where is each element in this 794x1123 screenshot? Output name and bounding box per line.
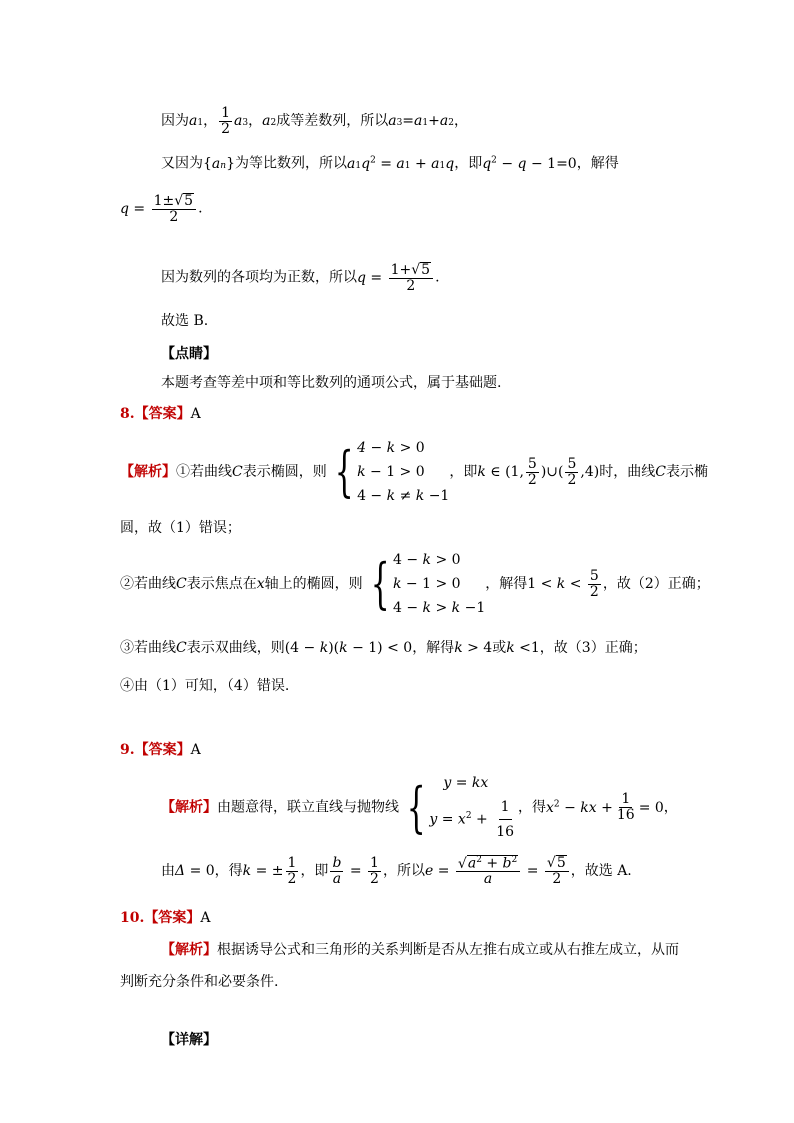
q9-solution-line-2 [161, 848, 632, 894]
text: ，得 [214, 863, 243, 879]
formula-hyperbola-cond: (4 − k)(k − 1) < 0 [284, 640, 413, 656]
formula-q-roots: q = 1±√ 5 2 [120, 201, 198, 217]
formula-k-interval: 1 < k < $\frac{5}{2}$ [527, 567, 599, 600]
text: ，解得 [485, 576, 528, 592]
p7-line-4: 因为数列的各项均为正数，所以q = 1+√ 5 2 . [161, 262, 440, 294]
dianjing-text: 本题考查等差中项和等比数列的通项公式，属于基础题. [161, 375, 502, 391]
q8-solution-line-4 [120, 638, 647, 658]
formula-C: C [232, 464, 243, 480]
formula-a3: a3 [234, 113, 249, 130]
answer-value: A [190, 742, 201, 758]
q8-solution-line-5: ④由（1）可知，（4）错误. [120, 678, 290, 694]
text: ，即 [454, 155, 483, 172]
text: 时，曲线 [599, 464, 656, 480]
q9-solution-line-1: 【解析】由题意得，联立直线与抛物线 { y = kx $y = x^2$ + $\frac{1}{16}$ ，得$x^2$ − kx + $\frac{1}{16}$ = 0， [161, 768, 678, 844]
q10-answer-line [120, 908, 210, 928]
jiexi-tag: 【解析】 [120, 464, 176, 480]
text: ，得 [518, 799, 547, 816]
formula-half: $\frac{1}{2}$ [221, 105, 231, 137]
formula-C: C [176, 640, 187, 656]
formula-x: x [256, 576, 265, 592]
text: 又因为 [161, 155, 203, 172]
formula-C: C [176, 576, 187, 592]
q8-solution-line-3 [120, 548, 710, 620]
formula-k-value: k = ± $\frac{1}{2}$ [242, 854, 297, 887]
q10-solution-line-2: 判断充分条件和必要条件. [120, 974, 279, 990]
formula-eliminated: $x^2$ − kx + $\frac{1}{16}$ = 0 [546, 791, 664, 824]
q10-number: 10. [120, 910, 145, 926]
text: ①若曲线 [176, 464, 232, 480]
formula-k-gt4: k > 4 [454, 640, 493, 656]
text: 因为 [161, 113, 189, 130]
formula-system-ellipse: { 4 − k > 0 k − 1 > 0 4 − k ≠ k −1 [334, 440, 450, 504]
answer-tag: 【答案】 [134, 742, 191, 758]
text: ，解得 [412, 640, 455, 656]
text: 表示焦点在 [186, 576, 257, 592]
text: 由 [161, 863, 175, 879]
text: 成等差数列，所以 [276, 113, 389, 130]
q10-solution-line-1 [161, 940, 679, 960]
formula-system-line-parabola: { y = kx $y = x^2$ + $\frac{1}{16}$ [406, 775, 515, 841]
answer-value: A [190, 406, 201, 422]
q9-answer-line [120, 740, 201, 760]
jiexi-tag: 【解析】 [161, 799, 217, 816]
text: 因为数列的各项均为正数，所以 [161, 269, 357, 286]
text: ，解得 [576, 155, 619, 172]
text: ③若曲线 [120, 640, 176, 656]
formula-a3-sum: a3=a1+a2 [388, 113, 454, 130]
q8-solution-line-2: 圆，故（1）错误； [120, 520, 241, 536]
formula-k-lt1: k <1 [506, 640, 540, 656]
q8-number: 8. [120, 406, 135, 422]
xiangjie-heading: 【详解】 [161, 1032, 217, 1048]
answer-tag: 【答案】 [134, 406, 191, 422]
p7-line-1: 因为a1， $\frac{1}{2}$ a3，a2成等差数列，所以a3=a1+a2， [161, 105, 468, 137]
text: ，即 [449, 464, 478, 480]
text: ，即 [300, 863, 329, 879]
q8-answer-line [120, 404, 201, 424]
q9-number: 9. [120, 742, 135, 758]
p7-line-3: q = 1±√ 5 2 . [120, 193, 203, 225]
formula-a1: a1 [189, 113, 204, 130]
p7-line-2 [161, 150, 619, 176]
text: 表示椭 [665, 464, 708, 480]
formula-an: {an} [203, 155, 235, 172]
formula-system-x-ellipse: { 4 − k > 0 k − 1 > 0 4 − k > k −1 [370, 552, 486, 616]
formula-equation: $a1q^2 = a1 + a1q$ [347, 155, 455, 172]
text: ，故选 A. [570, 863, 632, 879]
formula-q-positive: q = 1+√ 5 2 [357, 270, 435, 286]
jiexi-tag: 【解析】 [161, 942, 217, 958]
answer-tag: 【答案】 [144, 910, 201, 926]
formula-a2: a2 [262, 113, 277, 130]
text: ②若曲线 [120, 576, 176, 592]
answer-value: A [200, 910, 211, 926]
text: ，所以 [382, 863, 425, 879]
text: 为等比数列，所以 [235, 155, 347, 172]
text: ，故（2）正确； [602, 576, 710, 592]
formula-k-range: k ∈ (1, $\frac{5}{2}$ )∪( $\frac{5}{2}$ ,4) [477, 455, 600, 488]
text: 轴上的椭圆，则 [264, 576, 363, 592]
formula-C: C [655, 464, 666, 480]
text: 表示双曲线，则 [186, 640, 285, 656]
text: 或 [492, 640, 507, 656]
text: 由题意得，联立直线与抛物线 [217, 799, 399, 816]
formula-delta: Δ = 0 [175, 863, 215, 879]
text: 表示椭圆，则 [242, 464, 327, 480]
text: ，故（3）正确； [539, 640, 647, 656]
formula-quadratic: $q^2 - q - 1=0$ [482, 155, 577, 172]
text: 根据诱导公式和三角形的关系判断是否从左推右成立或从右推左成立，从而 [217, 942, 679, 958]
formula-b-over-a: $\frac{b}{a}$ = $\frac{1}{2}$ [332, 854, 379, 887]
formula-eccentricity: e = √ $a^2 + b^2$ a = √ 5 2 [425, 863, 571, 879]
q8-solution-line-1 [120, 436, 708, 508]
p7-line-5: 故选 B. [161, 313, 209, 329]
dianjing-heading: 【点睛】 [161, 346, 217, 362]
